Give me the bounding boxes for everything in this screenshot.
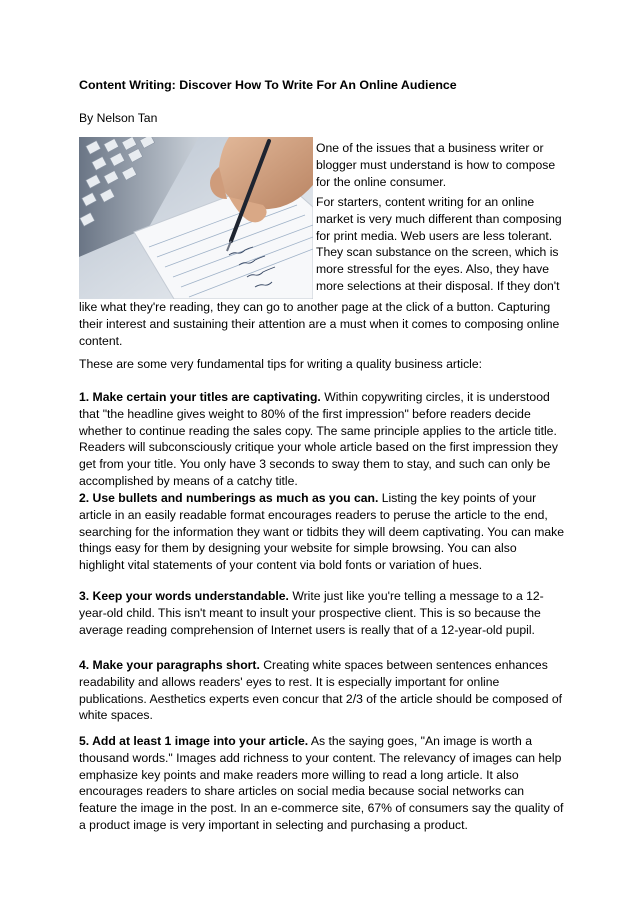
tip-4-heading: 4. Make your paragraphs short. — [79, 658, 260, 672]
author-byline: By Nelson Tan — [79, 111, 158, 125]
tip-2 — [79, 490, 565, 574]
tip-5 — [79, 733, 565, 834]
tip-2-body: Listing the key points of your article in an easily readable format encourages readers to peruse the article to the end, searching for the information they want or tidbits they will deem captivating. You can make things easy for them by designing your website for simple browsing. You can also highlight vital statements of your content via bold fonts or variation of hues. — [79, 491, 565, 573]
tip-1-heading: 1. Make certain your titles are captivating. — [79, 390, 321, 404]
tip-5-heading: 5. Add at least 1 image into your article. — [79, 734, 309, 748]
article-title: Content Writing: Discover How To Write For An Online Audience — [79, 78, 457, 92]
intro-paragraph-2-continued: like what they're reading, they can go to another page at the click of a button. Capturing their interest and sustaining their attention are a must when it comes to composing online content. — [79, 300, 560, 348]
tip-1 — [79, 389, 565, 490]
tip-1-body: Within copywriting circles, it is understood that "the headline gives weight to 80% of the first impression" before readers decide whether to continue reading the sales copy. The same principle applies to the article title. Readers will subconsciously critique your whole article based on the first impression they get from your title. You only have 3 seconds to sway them to stay, and such can only be accomplished by means of a catchy title. — [79, 390, 558, 488]
tip-4-body: Creating white spaces between sentences enhances readability and allows readers' eyes to rest. It is especially important for online publications. Aesthetics experts even concur that 2/3 of the article should be composed of white spaces. — [79, 658, 563, 723]
intro-paragraph-1: One of the issues that a business writer or blogger must understand is how to compose for the online consumer. — [316, 141, 556, 189]
tip-3 — [79, 588, 565, 638]
tip-3-heading: 3. Keep your words understandable. — [79, 589, 289, 603]
tips-lead-in: These are some very fundamental tips for writing a quality business article: — [79, 357, 483, 371]
tip-5-body: As the saying goes, "An image is worth a thousand words." Images add richness to your content. The relevancy of images can help emphasize key points and make readers more willing to read a long article. It also encourages readers to share articles on social media because social networks can feature the image in the post. In an e-commerce site, 67% of consumers say the quality of a product image is very important in selecting and purchasing a product. — [79, 734, 564, 832]
article-photo — [79, 137, 313, 299]
tip-2-heading: 2. Use bullets and numberings as much as you can. — [79, 491, 379, 505]
tip-4 — [79, 657, 565, 724]
intro-paragraph-2: For starters, content writing for an online market is very much different than composing for print media. Web users are less tolerant. They scan substance on the screen, which is more stressful for the eyes. Also, they have more selections at their disposal. If they don't — [316, 195, 562, 293]
hand-writing-illustration — [79, 137, 313, 299]
tip-3-body: Write just like you're telling a message to a 12-year-old child. This isn't meant to insult your prospective client. This is so because the average reading comprehension of Internet users is really that of a 12-year-old pupil. — [79, 589, 544, 637]
